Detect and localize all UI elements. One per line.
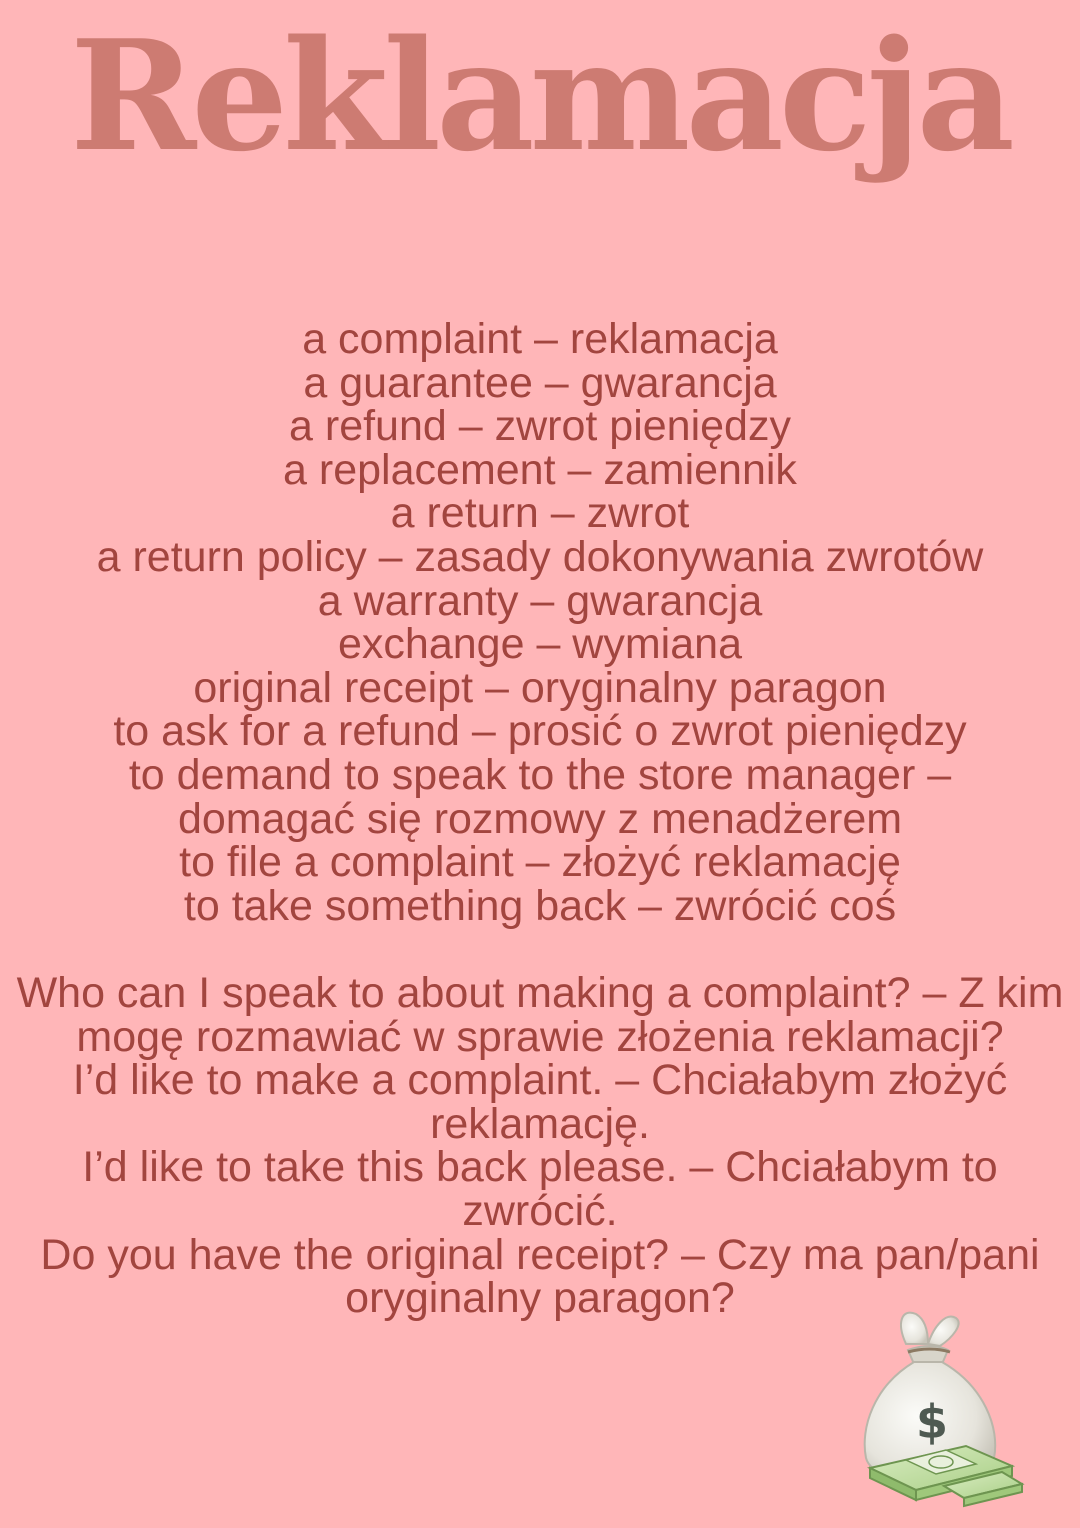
phrase-item: Who can I speak to about making a complaint? – Z kim mogę rozmawiać w sprawie złożenia reklamacji? (16, 969, 1064, 1061)
vocabulary-list (0, 315, 1080, 930)
phrase-item: Do you have the original receipt? – Czy ma pan/pani oryginalny paragon? (40, 1230, 1040, 1323)
vocabulary-item: a warranty – gwarancja (317, 576, 763, 625)
phrase-item: I’d like to make a complaint. – Chciałabym złożyć reklamację. (72, 1056, 1008, 1148)
money-bag-icon (836, 1300, 1026, 1510)
vocabulary-item: to demand to speak to the store manager – (128, 750, 952, 799)
vocabulary-item: exchange – wymiana (338, 620, 742, 669)
vocabulary-item: a return – zwrot (390, 489, 690, 538)
vocabulary-item: a replacement – zamiennik (283, 445, 797, 494)
vocabulary-item: to file a complaint – złożyć reklamację (179, 838, 901, 887)
vocabulary-item: domagać się rozmowy z menadżerem (177, 794, 903, 843)
phrases-list (0, 969, 1080, 1323)
phrase-item: I’d like to take this back please. – Chciałabym to zwrócić. (82, 1143, 998, 1235)
vocabulary-item: a guarantee – gwarancja (303, 358, 777, 407)
vocabulary-item: a refund – zwrot pieniędzy (289, 402, 791, 451)
page-title: Reklamacja (70, 6, 1010, 185)
vocabulary-item: to ask for a refund – prosić o zwrot pieniędzy (113, 707, 967, 756)
vocabulary-item: to take something back – zwrócić coś (183, 881, 897, 930)
dollar-sign: $ (916, 1395, 949, 1449)
vocabulary-item: original receipt – oryginalny paragon (193, 663, 887, 712)
vocabulary-item: a return policy – zasady dokonywania zwrotów (96, 532, 984, 581)
vocabulary-item: a complaint – reklamacja (302, 315, 778, 363)
